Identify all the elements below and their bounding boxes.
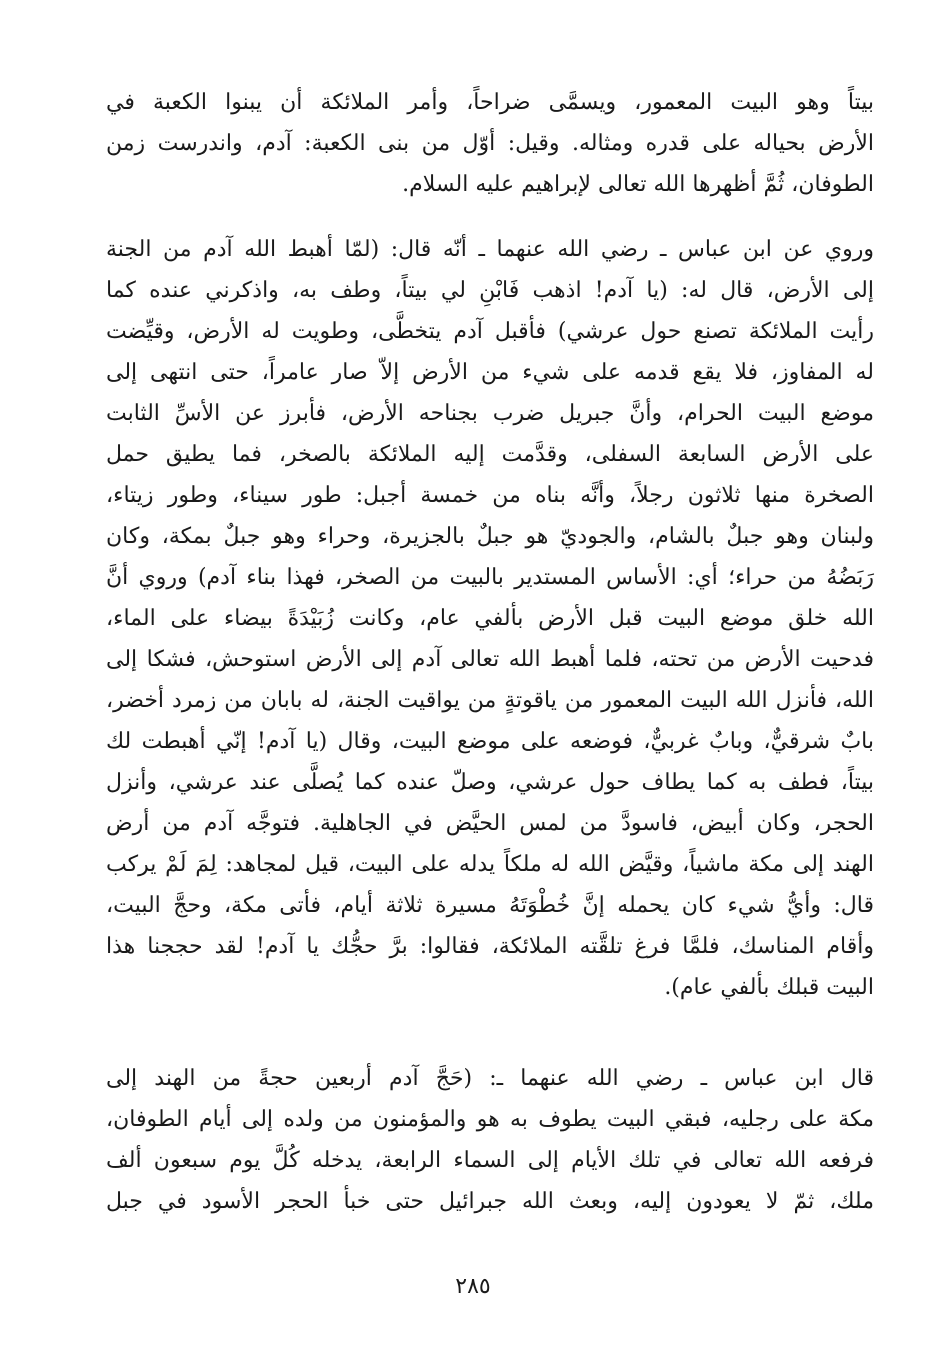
text-line: الصخرة منها ثلاثون رجلاً، وأنَّه بناه من خمسة أجبل: طور سيناء، وطور زيتاء، <box>106 483 874 508</box>
text-line: وروي عن ابن عباس ـ رضي الله عنهما ـ أنّه قال: (لمّا أهبط الله آدم من الجنة <box>106 237 874 262</box>
text-line: قال: وأيُّ شيء كان يحمله إنَّ خُطْوَتَهُ مسيرة ثلاثة أيام، فأتى مكة، وحجَّ البيت، <box>106 893 874 918</box>
text-line: فرفعه الله تعالى في تلك الأيام إلى السماء الرابعة، يدخله كُلَّ يوم سبعون ألف <box>106 1148 874 1173</box>
text-line: بيتاً وهو البيت المعمور، ويسمَّى ضراحاً، وأمر الملائكة أن يبنوا الكعبة في <box>106 90 874 115</box>
text-line: موضع البيت الحرام، وأنَّ جبريل ضرب بجناحه الأرض، فأبرز عن الأسِّ الثابت <box>106 401 874 426</box>
text-line: بيتاً، فطف به كما يطاف حول عرشي، وصلّ عنده كما يُصلَّى عند عرشي، وأنزل <box>106 770 874 795</box>
text-line: رَبَضُهُ من حراء؛ أي: الأساس المستدير بالبيت من الصخر، فهذا بناء آدم) وروي أنَّ <box>106 565 874 590</box>
text-line: فدحيت الأرض من تحته، فلما أهبط الله تعالى آدم إلى الأرض استوحش، فشكا إلى <box>106 647 874 672</box>
text-line: رأيت الملائكة تصنع حول عرشي) فأقبل آدم يتخطَّى، وطويت له الأرض، وقيِّضت <box>106 319 874 344</box>
text-line: الله، فأنزل الله البيت المعمور من ياقوتةٍ من يواقيت الجنة، له بابان من زمرد أخضر، <box>106 688 874 713</box>
text-line: الطوفان، ثُمَّ أظهرها الله تعالى لإبراهيم عليه السلام. <box>402 172 874 197</box>
page-number: ٢٨٥ <box>455 1274 491 1299</box>
paragraph-1 <box>106 82 874 205</box>
text-line: ولبنان وهو جبلٌ بالشام، والجوديّ هو جبلٌ بالجزيرة، وحراء وهو جبلٌ بمكة، وكان <box>106 524 874 549</box>
text-line: على الأرض السابعة السفلى، وقدَّمت إليه الملائكة بالصخر، فما يطيق حمل <box>106 442 874 467</box>
text-line: ملك، ثمّ لا يعودون إليه، وبعث الله جبرائيل حتى خبأ الحجر الأسود في جبل <box>106 1189 874 1214</box>
text-line: الحجر، وكان أبيض، فاسودَّ من لمس الحيَّض في الجاهلية. فتوجَّه آدم من أرض <box>106 811 874 836</box>
text-line: بابٌ شرقيٌّ، وبابٌ غربيٌّ، فوضعه على موضع البيت، وقال (يا آدم! إنّي أهبطت لك <box>106 729 874 754</box>
text-line: الأرض بحياله على قدره ومثاله. وقيل: أوّل من بنى الكعبة: آدم، واندرست زمن <box>106 131 874 156</box>
text-line: مكة على رجليه، فبقي البيت يطوف به هو والمؤمنون من ولده إلى أيام الطوفان، <box>106 1107 874 1132</box>
text-line: الله خلق موضع البيت قبل الأرض بألفي عام، وكانت زُبَيْدَةً بيضاء على الماء، <box>106 606 874 631</box>
text-line: له المفاوز، فلا يقع قدمه على شيء من الأرض إلاّ صار عامراً، حتى انتهى إلى <box>106 360 874 385</box>
text-line: إلى الأرض، قال له: (يا آدم! اذهب فَابْنِ لي بيتاً، وطف به، واذكرني عنده كما <box>106 278 874 303</box>
text-line: قال ابن عباس ـ رضي الله عنهما ـ: (حَجَّ آدم أربعين حجةً من الهند إلى <box>106 1066 874 1091</box>
text-line: البيت قبلك بألفي عام). <box>664 975 874 1000</box>
paragraph-3 <box>106 1058 874 1222</box>
paragraph-2 <box>106 229 874 1008</box>
text-line: وأقام المناسك، فلمَّا فرغ تلقَّته الملائكة، فقالوا: برَّ حجُّك يا آدم! لقد حججنا هذا <box>106 934 874 959</box>
text-line: الهند إلى مكة ماشياً، وقيَّض الله له ملكاً يدله على البيت، قيل لمجاهد: لِمَ لَمْ يركب <box>106 852 874 877</box>
